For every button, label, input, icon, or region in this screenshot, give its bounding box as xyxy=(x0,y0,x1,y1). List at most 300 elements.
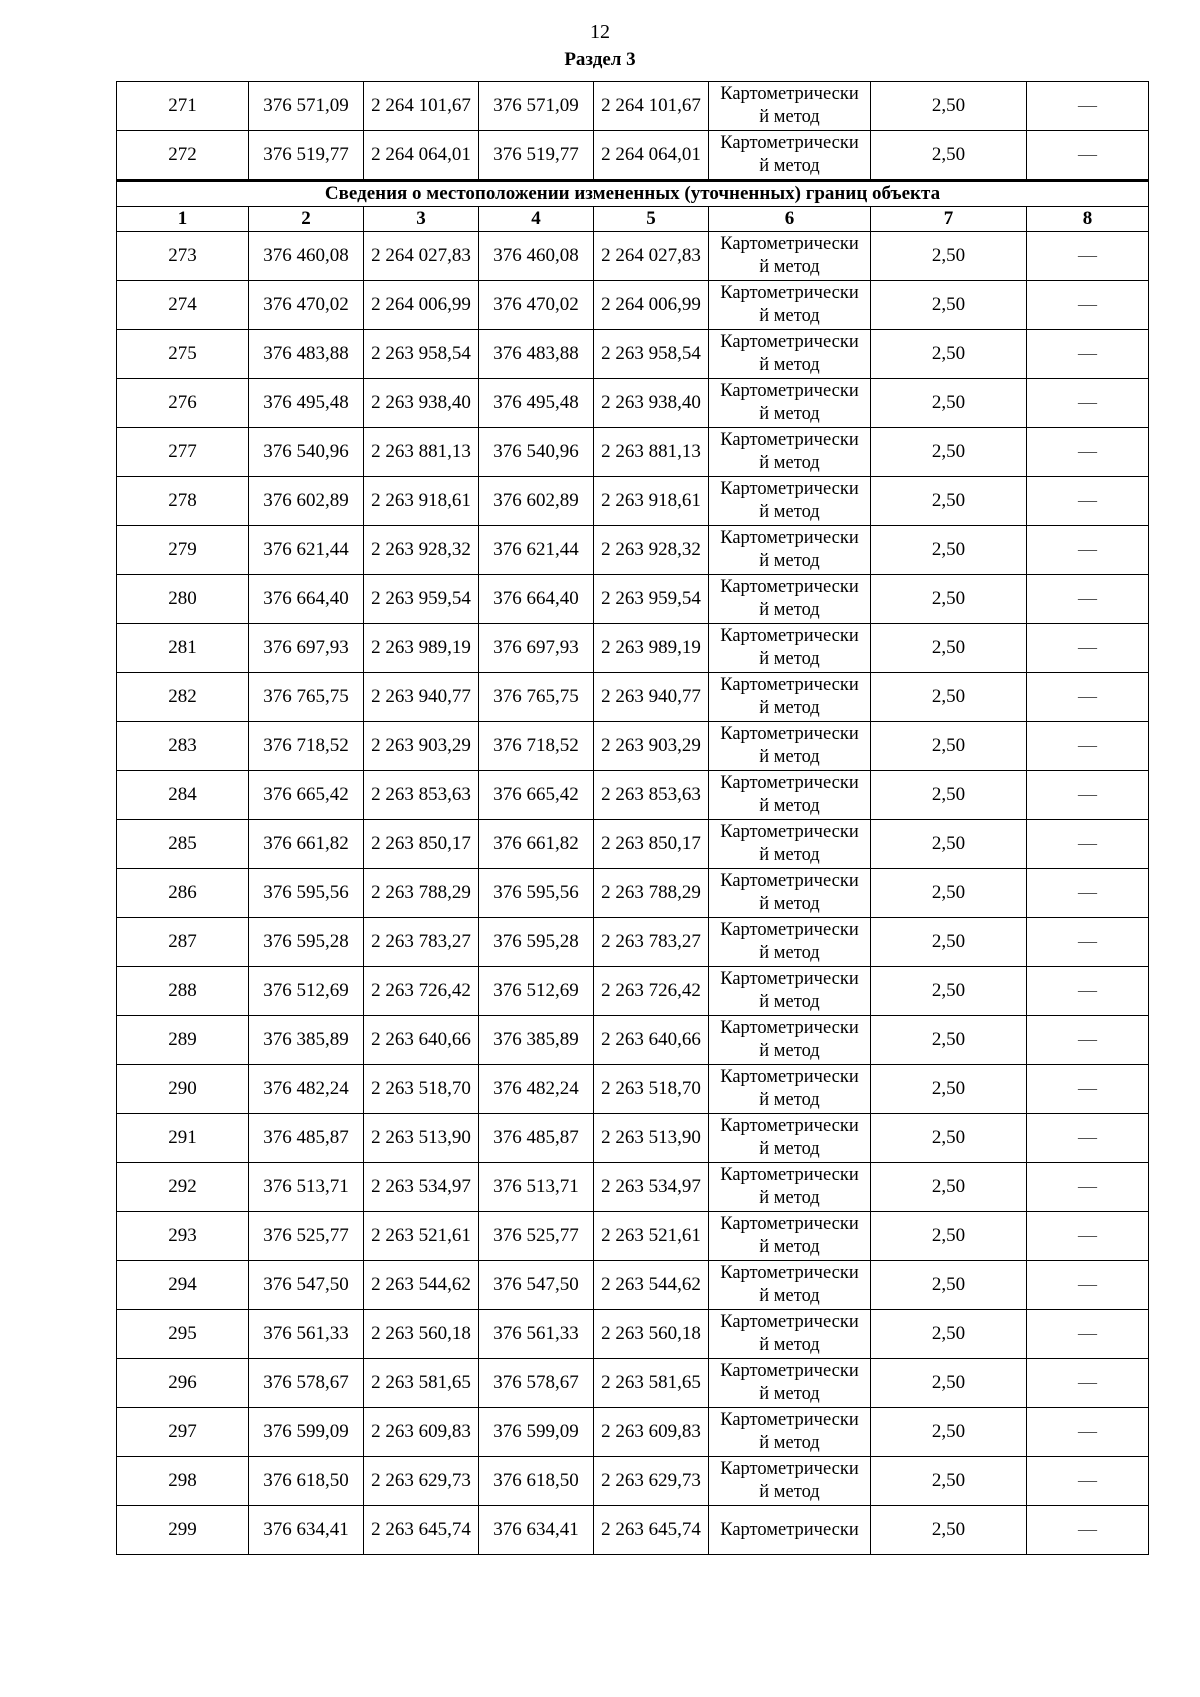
accuracy-cell: 2,50 xyxy=(871,82,1027,131)
method-text-line: й метод xyxy=(759,992,820,1012)
coord-y-cell: 2 263 989,19 xyxy=(594,624,709,673)
coord-y-cell: 2 263 726,42 xyxy=(594,967,709,1016)
table-row xyxy=(117,131,1149,181)
description-cell: — xyxy=(1027,869,1149,918)
coord-x-cell: 376 665,42 xyxy=(249,771,364,820)
section-title: Раздел 3 xyxy=(564,49,636,70)
table-row xyxy=(117,918,1149,967)
coord-x-cell: 376 595,56 xyxy=(479,869,594,918)
coord-y-cell: 2 263 938,40 xyxy=(594,379,709,428)
coord-y-cell: 2 263 534,97 xyxy=(594,1163,709,1212)
coord-y-cell: 2 263 513,90 xyxy=(594,1114,709,1163)
description-cell: — xyxy=(1027,1408,1149,1457)
column-number: 8 xyxy=(1027,207,1149,232)
method-text-line: й метод xyxy=(759,1237,820,1257)
coord-x-cell: 376 765,75 xyxy=(249,673,364,722)
method-text-line: й метод xyxy=(759,1139,820,1159)
table-row xyxy=(117,673,1149,722)
accuracy-cell: 2,50 xyxy=(871,820,1027,869)
method-text-line: Картометрически xyxy=(720,626,859,646)
table-row xyxy=(117,1114,1149,1163)
accuracy-cell: 2,50 xyxy=(871,1212,1027,1261)
method-text-line: Картометрически xyxy=(720,430,859,450)
point-number-cell: 297 xyxy=(117,1408,249,1457)
method-text-line: й метод xyxy=(759,257,820,277)
coord-x-cell: 376 618,50 xyxy=(249,1457,364,1506)
coord-y-cell: 2 263 940,77 xyxy=(594,673,709,722)
point-number-cell: 294 xyxy=(117,1261,249,1310)
table-row xyxy=(117,624,1149,673)
description-cell: — xyxy=(1027,232,1149,281)
coord-y-cell: 2 263 629,73 xyxy=(594,1457,709,1506)
coord-x-cell: 376 578,67 xyxy=(249,1359,364,1408)
table-main-rows xyxy=(117,232,1149,1555)
coord-y-cell: 2 263 853,63 xyxy=(594,771,709,820)
table-row xyxy=(117,428,1149,477)
coord-x-cell: 376 485,87 xyxy=(479,1114,594,1163)
accuracy-cell: 2,50 xyxy=(871,918,1027,967)
method-cell xyxy=(709,281,871,330)
coord-y-cell: 2 263 903,29 xyxy=(594,722,709,771)
point-number-cell: 290 xyxy=(117,1065,249,1114)
description-cell: — xyxy=(1027,918,1149,967)
coord-y-cell: 2 263 609,83 xyxy=(594,1408,709,1457)
method-text-line: й метод xyxy=(759,747,820,767)
coord-x-cell: 376 697,93 xyxy=(249,624,364,673)
point-number-cell: 276 xyxy=(117,379,249,428)
method-text-line: Картометрически xyxy=(720,133,859,153)
coord-y-cell: 2 264 006,99 xyxy=(594,281,709,330)
table-row xyxy=(117,477,1149,526)
coord-x-cell: 376 385,89 xyxy=(479,1016,594,1065)
method-text-line: й метод xyxy=(759,156,820,176)
method-text-line: Картометрически xyxy=(720,283,859,303)
table-row xyxy=(117,722,1149,771)
table-row xyxy=(117,1457,1149,1506)
accuracy-cell: 2,50 xyxy=(871,722,1027,771)
table-row xyxy=(117,1163,1149,1212)
method-cell xyxy=(709,82,871,131)
coord-x-cell: 376 385,89 xyxy=(249,1016,364,1065)
method-text-line: й метод xyxy=(759,1041,820,1061)
method-text-line: й метод xyxy=(759,1090,820,1110)
point-number-cell: 293 xyxy=(117,1212,249,1261)
page-number: 12 xyxy=(590,21,610,43)
point-number-cell: 280 xyxy=(117,575,249,624)
method-cell xyxy=(709,722,871,771)
coord-y-cell: 2 263 788,29 xyxy=(364,869,479,918)
accuracy-cell: 2,50 xyxy=(871,1359,1027,1408)
accuracy-cell: 2,50 xyxy=(871,1065,1027,1114)
table-row xyxy=(117,1310,1149,1359)
coord-y-cell: 2 263 581,65 xyxy=(364,1359,479,1408)
method-text-line: Картометрически xyxy=(720,1067,859,1087)
method-cell xyxy=(709,131,871,181)
coord-y-cell: 2 263 928,32 xyxy=(594,526,709,575)
description-cell: — xyxy=(1027,1457,1149,1506)
coord-x-cell: 376 595,28 xyxy=(479,918,594,967)
coord-x-cell: 376 483,88 xyxy=(249,330,364,379)
coord-y-cell: 2 263 521,61 xyxy=(364,1212,479,1261)
table-row xyxy=(117,379,1149,428)
method-cell xyxy=(709,1408,871,1457)
coord-y-cell: 2 263 850,17 xyxy=(364,820,479,869)
method-text-line: Картометрически xyxy=(720,675,859,695)
method-text-line: Картометрически xyxy=(720,1263,859,1283)
method-cell xyxy=(709,330,871,379)
accuracy-cell: 2,50 xyxy=(871,232,1027,281)
table-row xyxy=(117,1065,1149,1114)
coord-x-cell: 376 470,02 xyxy=(479,281,594,330)
method-text-line: Картометрически xyxy=(720,234,859,254)
accuracy-cell: 2,50 xyxy=(871,673,1027,722)
method-text-line: Картометрически xyxy=(720,920,859,940)
method-text-line: й метод xyxy=(759,649,820,669)
description-cell: — xyxy=(1027,820,1149,869)
description-cell: — xyxy=(1027,967,1149,1016)
method-cell xyxy=(709,624,871,673)
table-row xyxy=(117,526,1149,575)
method-cell xyxy=(709,232,871,281)
accuracy-cell: 2,50 xyxy=(871,379,1027,428)
coord-x-cell: 376 595,28 xyxy=(249,918,364,967)
coord-x-cell: 376 697,93 xyxy=(479,624,594,673)
point-number-cell: 289 xyxy=(117,1016,249,1065)
coord-x-cell: 376 571,09 xyxy=(249,82,364,131)
column-number: 7 xyxy=(871,207,1027,232)
coord-x-cell: 376 512,69 xyxy=(479,967,594,1016)
method-cell xyxy=(709,918,871,967)
method-text-line: Картометрически xyxy=(720,1459,859,1479)
coord-y-cell: 2 264 064,01 xyxy=(594,131,709,181)
coord-x-cell: 376 547,50 xyxy=(479,1261,594,1310)
accuracy-cell: 2,50 xyxy=(871,575,1027,624)
point-number-cell: 277 xyxy=(117,428,249,477)
coord-y-cell: 2 263 609,83 xyxy=(364,1408,479,1457)
method-text-line: й метод xyxy=(759,1384,820,1404)
coord-x-cell: 376 661,82 xyxy=(479,820,594,869)
column-number: 2 xyxy=(249,207,364,232)
coord-y-cell: 2 263 645,74 xyxy=(594,1506,709,1555)
description-cell: — xyxy=(1027,379,1149,428)
coord-y-cell: 2 263 513,90 xyxy=(364,1114,479,1163)
coord-x-cell: 376 634,41 xyxy=(479,1506,594,1555)
point-number-cell: 288 xyxy=(117,967,249,1016)
method-cell xyxy=(709,1114,871,1163)
table-row xyxy=(117,820,1149,869)
coord-y-cell: 2 263 958,54 xyxy=(594,330,709,379)
accuracy-cell: 2,50 xyxy=(871,428,1027,477)
method-text-line: Картометрически xyxy=(720,381,859,401)
method-cell xyxy=(709,1163,871,1212)
coord-x-cell: 376 571,09 xyxy=(479,82,594,131)
coord-x-cell: 376 512,69 xyxy=(249,967,364,1016)
method-text-line: й метод xyxy=(759,453,820,473)
coord-y-cell: 2 263 581,65 xyxy=(594,1359,709,1408)
method-text-line: Картометрически xyxy=(720,1519,859,1540)
coord-x-cell: 376 595,56 xyxy=(249,869,364,918)
accuracy-cell: 2,50 xyxy=(871,771,1027,820)
coord-y-cell: 2 264 101,67 xyxy=(594,82,709,131)
coord-y-cell: 2 263 959,54 xyxy=(594,575,709,624)
table-row xyxy=(117,281,1149,330)
coord-x-cell: 376 621,44 xyxy=(479,526,594,575)
coord-y-cell: 2 263 783,27 xyxy=(364,918,479,967)
coord-x-cell: 376 483,88 xyxy=(479,330,594,379)
method-cell xyxy=(709,673,871,722)
table-top-rows xyxy=(117,82,1149,181)
coord-x-cell: 376 765,75 xyxy=(479,673,594,722)
coord-x-cell: 376 602,89 xyxy=(249,477,364,526)
accuracy-cell: 2,50 xyxy=(871,1310,1027,1359)
coord-x-cell: 376 495,48 xyxy=(249,379,364,428)
method-text-line: й метод xyxy=(759,943,820,963)
coord-y-cell: 2 263 521,61 xyxy=(594,1212,709,1261)
coord-x-cell: 376 599,09 xyxy=(249,1408,364,1457)
accuracy-cell: 2,50 xyxy=(871,1016,1027,1065)
point-number-cell: 291 xyxy=(117,1114,249,1163)
method-text-line: й метод xyxy=(759,306,820,326)
method-text-line: Картометрически xyxy=(720,84,859,104)
table-section-header xyxy=(117,181,1149,232)
method-text-line: Картометрически xyxy=(720,1361,859,1381)
method-text-line: й метод xyxy=(759,107,820,127)
description-cell: — xyxy=(1027,477,1149,526)
table-row xyxy=(117,1359,1149,1408)
method-text-line: Картометрически xyxy=(720,528,859,548)
accuracy-cell: 2,50 xyxy=(871,1506,1027,1555)
method-text-line: Картометрически xyxy=(720,1312,859,1332)
description-cell: — xyxy=(1027,1065,1149,1114)
coord-x-cell: 376 460,08 xyxy=(249,232,364,281)
coord-y-cell: 2 263 544,62 xyxy=(364,1261,479,1310)
method-text-line: Картометрически xyxy=(720,822,859,842)
description-cell: — xyxy=(1027,1114,1149,1163)
point-number-cell: 298 xyxy=(117,1457,249,1506)
coord-y-cell: 2 264 027,83 xyxy=(594,232,709,281)
coord-x-cell: 376 718,52 xyxy=(479,722,594,771)
method-text-line: Картометрически xyxy=(720,1018,859,1038)
coord-y-cell: 2 264 064,01 xyxy=(364,131,479,181)
accuracy-cell: 2,50 xyxy=(871,131,1027,181)
point-number-cell: 272 xyxy=(117,131,249,181)
coord-y-cell: 2 263 903,29 xyxy=(364,722,479,771)
description-cell: — xyxy=(1027,722,1149,771)
description-cell: — xyxy=(1027,526,1149,575)
method-text-line: й метод xyxy=(759,600,820,620)
description-cell: — xyxy=(1027,575,1149,624)
coord-x-cell: 376 661,82 xyxy=(249,820,364,869)
point-number-cell: 292 xyxy=(117,1163,249,1212)
coord-x-cell: 376 470,02 xyxy=(249,281,364,330)
table-row xyxy=(117,869,1149,918)
method-cell xyxy=(709,869,871,918)
method-cell xyxy=(709,1065,871,1114)
column-numbers-row xyxy=(117,207,1149,232)
coord-x-cell: 376 664,40 xyxy=(479,575,594,624)
section-heading: Сведения о местоположении измененных (уточненных) границ объекта xyxy=(117,181,1149,207)
column-number: 3 xyxy=(364,207,479,232)
method-text-line: й метод xyxy=(759,894,820,914)
method-text-line: Картометрически xyxy=(720,1165,859,1185)
description-cell: — xyxy=(1027,428,1149,477)
coord-y-cell: 2 264 101,67 xyxy=(364,82,479,131)
coord-y-cell: 2 264 027,83 xyxy=(364,232,479,281)
description-cell: — xyxy=(1027,1310,1149,1359)
method-text-line: Картометрически xyxy=(720,773,859,793)
point-number-cell: 284 xyxy=(117,771,249,820)
method-cell xyxy=(709,771,871,820)
method-text-line: Картометрически xyxy=(720,577,859,597)
accuracy-cell: 2,50 xyxy=(871,967,1027,1016)
coord-y-cell: 2 263 518,70 xyxy=(364,1065,479,1114)
method-text-line: й метод xyxy=(759,404,820,424)
coord-y-cell: 2 263 629,73 xyxy=(364,1457,479,1506)
coord-x-cell: 376 618,50 xyxy=(479,1457,594,1506)
point-number-cell: 274 xyxy=(117,281,249,330)
coord-y-cell: 2 263 918,61 xyxy=(364,477,479,526)
coord-x-cell: 376 634,41 xyxy=(249,1506,364,1555)
coord-x-cell: 376 664,40 xyxy=(249,575,364,624)
description-cell: — xyxy=(1027,131,1149,181)
method-text-line: й метод xyxy=(759,1433,820,1453)
description-cell: — xyxy=(1027,624,1149,673)
method-cell xyxy=(709,1016,871,1065)
accuracy-cell: 2,50 xyxy=(871,1457,1027,1506)
method-cell xyxy=(709,967,871,1016)
accuracy-cell: 2,50 xyxy=(871,869,1027,918)
accuracy-cell: 2,50 xyxy=(871,1114,1027,1163)
description-cell: — xyxy=(1027,1506,1149,1555)
description-cell: — xyxy=(1027,1016,1149,1065)
accuracy-cell: 2,50 xyxy=(871,624,1027,673)
description-cell: — xyxy=(1027,673,1149,722)
point-number-cell: 281 xyxy=(117,624,249,673)
method-text-line: й метод xyxy=(759,502,820,522)
coord-y-cell: 2 263 544,62 xyxy=(594,1261,709,1310)
coord-x-cell: 376 460,08 xyxy=(479,232,594,281)
coord-x-cell: 376 599,09 xyxy=(479,1408,594,1457)
coord-y-cell: 2 263 881,13 xyxy=(364,428,479,477)
coord-y-cell: 2 263 853,63 xyxy=(364,771,479,820)
accuracy-cell: 2,50 xyxy=(871,526,1027,575)
coord-x-cell: 376 525,77 xyxy=(249,1212,364,1261)
method-text-line: Картометрически xyxy=(720,871,859,891)
description-cell: — xyxy=(1027,330,1149,379)
coord-y-cell: 2 263 726,42 xyxy=(364,967,479,1016)
section-heading-row xyxy=(117,181,1149,207)
coord-x-cell: 376 561,33 xyxy=(479,1310,594,1359)
table-row xyxy=(117,82,1149,131)
method-cell xyxy=(709,428,871,477)
table-row xyxy=(117,771,1149,820)
method-text-line: Картометрически xyxy=(720,969,859,989)
coord-x-cell: 376 621,44 xyxy=(249,526,364,575)
coord-y-cell: 2 263 560,18 xyxy=(364,1310,479,1359)
coord-x-cell: 376 540,96 xyxy=(479,428,594,477)
coord-x-cell: 376 665,42 xyxy=(479,771,594,820)
coord-x-cell: 376 482,24 xyxy=(249,1065,364,1114)
method-cell xyxy=(709,1359,871,1408)
method-text-line: й метод xyxy=(759,1286,820,1306)
coord-y-cell: 2 263 958,54 xyxy=(364,330,479,379)
coord-y-cell: 2 263 560,18 xyxy=(594,1310,709,1359)
coord-x-cell: 376 485,87 xyxy=(249,1114,364,1163)
description-cell: — xyxy=(1027,281,1149,330)
method-cell xyxy=(709,1261,871,1310)
coord-x-cell: 376 513,71 xyxy=(249,1163,364,1212)
coord-y-cell: 2 263 928,32 xyxy=(364,526,479,575)
accuracy-cell: 2,50 xyxy=(871,1261,1027,1310)
coord-y-cell: 2 263 989,19 xyxy=(364,624,479,673)
method-text-line: й метод xyxy=(759,1188,820,1208)
method-text-line: й метод xyxy=(759,355,820,375)
description-cell: — xyxy=(1027,1212,1149,1261)
method-text-line: Картометрически xyxy=(720,724,859,744)
point-number-cell: 278 xyxy=(117,477,249,526)
point-number-cell: 282 xyxy=(117,673,249,722)
description-cell: — xyxy=(1027,1359,1149,1408)
method-cell xyxy=(709,477,871,526)
coord-x-cell: 376 519,77 xyxy=(479,131,594,181)
method-cell xyxy=(709,379,871,428)
accuracy-cell: 2,50 xyxy=(871,1408,1027,1457)
coord-y-cell: 2 263 518,70 xyxy=(594,1065,709,1114)
column-number: 6 xyxy=(709,207,871,232)
description-cell: — xyxy=(1027,1261,1149,1310)
point-number-cell: 275 xyxy=(117,330,249,379)
coord-y-cell: 2 263 640,66 xyxy=(364,1016,479,1065)
method-text-line: й метод xyxy=(759,1482,820,1502)
method-text-line: Картометрически xyxy=(720,1410,859,1430)
coord-y-cell: 2 263 783,27 xyxy=(594,918,709,967)
coord-y-cell: 2 263 534,97 xyxy=(364,1163,479,1212)
accuracy-cell: 2,50 xyxy=(871,281,1027,330)
point-number-cell: 299 xyxy=(117,1506,249,1555)
method-text-line: Картометрически xyxy=(720,1116,859,1136)
table-row xyxy=(117,1506,1149,1555)
method-cell xyxy=(709,1457,871,1506)
accuracy-cell: 2,50 xyxy=(871,330,1027,379)
point-number-cell: 283 xyxy=(117,722,249,771)
point-number-cell: 273 xyxy=(117,232,249,281)
method-cell xyxy=(709,1310,871,1359)
table-row xyxy=(117,1261,1149,1310)
method-cell xyxy=(709,820,871,869)
coord-x-cell: 376 547,50 xyxy=(249,1261,364,1310)
coord-x-cell: 376 482,24 xyxy=(479,1065,594,1114)
method-text-line: Картометрически xyxy=(720,332,859,352)
method-text-line: й метод xyxy=(759,551,820,571)
column-number: 4 xyxy=(479,207,594,232)
coord-x-cell: 376 540,96 xyxy=(249,428,364,477)
point-number-cell: 271 xyxy=(117,82,249,131)
method-cell xyxy=(709,575,871,624)
coord-y-cell: 2 263 918,61 xyxy=(594,477,709,526)
point-number-cell: 279 xyxy=(117,526,249,575)
description-cell: — xyxy=(1027,82,1149,131)
coord-y-cell: 2 263 940,77 xyxy=(364,673,479,722)
table-row xyxy=(117,1212,1149,1261)
coord-y-cell: 2 263 645,74 xyxy=(364,1506,479,1555)
method-text-line: й метод xyxy=(759,1335,820,1355)
point-number-cell: 285 xyxy=(117,820,249,869)
coord-y-cell: 2 263 788,29 xyxy=(594,869,709,918)
method-text-line: Картометрически xyxy=(720,479,859,499)
coord-x-cell: 376 561,33 xyxy=(249,1310,364,1359)
coord-x-cell: 376 519,77 xyxy=(249,131,364,181)
coord-x-cell: 376 602,89 xyxy=(479,477,594,526)
